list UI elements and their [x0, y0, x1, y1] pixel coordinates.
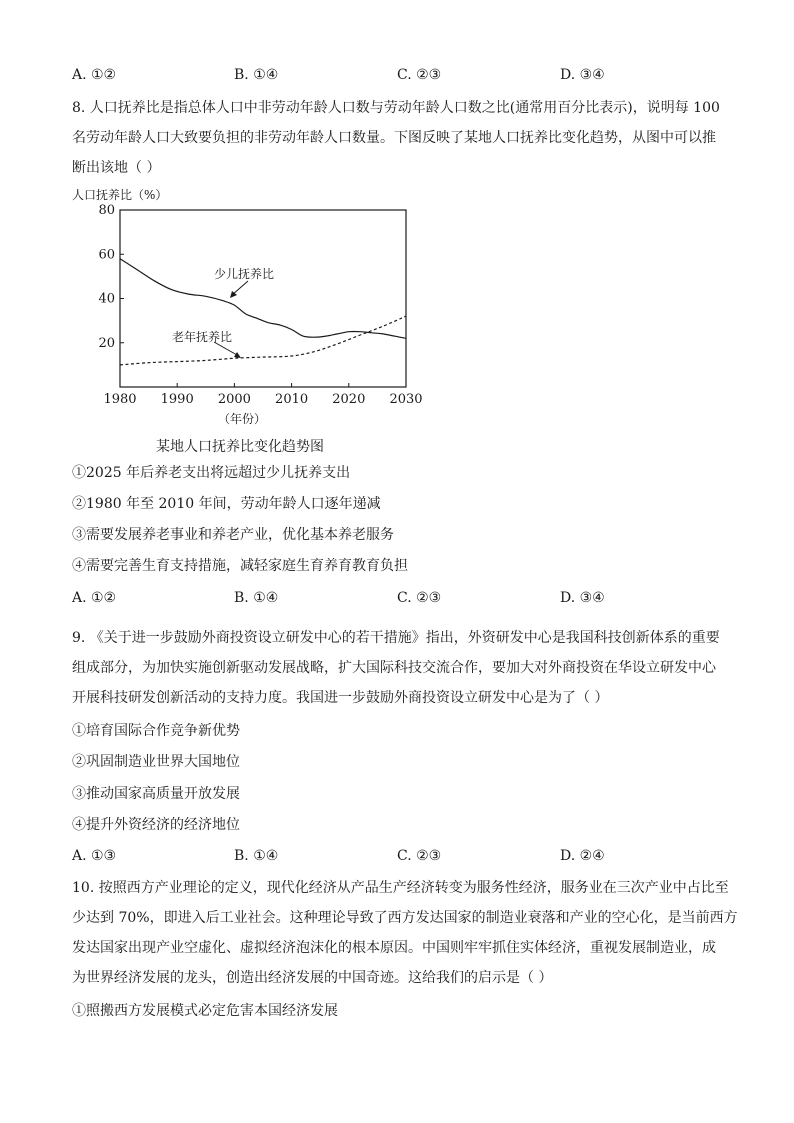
- x-tick-label: 2010: [275, 392, 309, 407]
- q7-option-c[interactable]: C. ②③: [397, 67, 442, 83]
- q9-option-a[interactable]: A. ①③: [72, 848, 117, 864]
- q9-stem-line-2: 组成部分，为加快实施创新驱动发展战略，扩大国际科技交流合作，要加大对外商投资在华设立研发中心: [72, 660, 716, 676]
- q7-option-a[interactable]: A. ①②: [72, 67, 117, 83]
- x-tick-label: 1980: [103, 392, 137, 407]
- q9-option-d[interactable]: D. ②④: [560, 848, 605, 864]
- q7-option-d[interactable]: D. ③④: [560, 67, 605, 83]
- chart-axes: [98, 203, 422, 407]
- q8-stem-line-1: 8. 人口抚养比是指总体人口中非劳动年龄人口数与劳动年龄人口数之比(通常用百分比表示)，说明每 100: [72, 100, 720, 116]
- q8-option-b[interactable]: B. ①④: [234, 590, 279, 606]
- x-tick-label: 1990: [160, 392, 194, 407]
- y-tick-label: 40: [98, 291, 115, 307]
- dependency-ratio-chart: [72, 185, 432, 460]
- chart-title: 某地人口抚养比变化趋势图: [156, 439, 324, 455]
- arrow-children: [232, 281, 248, 295]
- q10-stem-line-1: 10. 按照西方产业理论的定义，现代化经济从产品生产经济转变为服务性经济，服务业在三次产业中占比至: [72, 880, 729, 896]
- arrowhead-elderly: [234, 352, 241, 358]
- q9-statement-1: ①培育国际合作竞争新优势: [72, 723, 240, 739]
- y-tick-label: 60: [98, 247, 115, 263]
- q7-option-b[interactable]: B. ①④: [234, 67, 279, 83]
- q8-statement-3: ③需要发展养老事业和养老产业，优化基本养老服务: [72, 527, 394, 543]
- x-tick-label: 2030: [389, 392, 423, 407]
- q8-options: [72, 588, 732, 608]
- q8-option-a[interactable]: A. ①②: [72, 590, 117, 606]
- q9-option-b[interactable]: B. ①④: [234, 848, 279, 864]
- series-line-elderly: [120, 316, 406, 365]
- q8-stem-line-2: 名劳动年龄人口大致要负担的非劳动年龄人口数量。下图反映了某地人口抚养比变化趋势，从图中可以推: [72, 130, 716, 146]
- q8-option-d[interactable]: D. ③④: [560, 590, 605, 606]
- q9-option-c[interactable]: C. ②③: [397, 848, 442, 864]
- q9-stem-line-1: 9. 《关于进一步鼓励外商投资设立研发中心的若干措施》指出，外资研发中心是我国科技创新体系的重要: [72, 630, 720, 646]
- q8-statement-1: ①2025 年后养老支出将远超过少儿抚养支出: [72, 465, 351, 481]
- q10-stem-line-2: 少达到 70%，即进入后工业社会。这种理论导致了西方发达国家的制造业衰落和产业的空心化，是当前西方: [72, 910, 738, 926]
- q7-options: [72, 65, 732, 85]
- series-label-children: 少儿抚养比: [214, 267, 275, 281]
- q9-stem-line-3: 开展科技研发创新活动的支持力度。我国进一步鼓励外商投资设立研发中心是为了（ ）: [72, 690, 609, 706]
- chart-ylabel: 人口抚养比（%）: [72, 188, 168, 202]
- q8-option-c[interactable]: C. ②③: [397, 590, 442, 606]
- q9-statement-2: ②巩固制造业世界大国地位: [72, 754, 240, 770]
- q8-stem-line-3: 断出该地（ ）: [72, 160, 161, 176]
- q8-statement-2: ②1980 年至 2010 年间，劳动年龄人口逐年递减: [72, 496, 381, 512]
- y-tick-label: 80: [98, 203, 115, 218]
- q9-statement-3: ③推动国家高质量开放发展: [72, 786, 240, 802]
- q9-statement-4: ④提升外资经济的经济地位: [72, 817, 240, 833]
- q10-statement-1: ①照搬西方发展模式必定危害本国经济发展: [72, 1003, 338, 1019]
- q10-stem-line-4: 为世界经济发展的龙头，创造出经济发展的中国奇迹。这给我们的启示是（ ）: [72, 970, 553, 986]
- x-tick-label: 2020: [332, 392, 366, 407]
- q9-options: [72, 846, 732, 866]
- plot-frame: [120, 210, 406, 387]
- q8-statement-4: ④需要完善生育支持措施，减轻家庭生育养育教育负担: [72, 558, 408, 574]
- x-tick-label: 2000: [217, 392, 251, 407]
- y-tick-label: 20: [98, 335, 115, 351]
- q10-stem-line-3: 发达国家出现产业空虚化、虚拟经济泡沫化的根本原因。中国则牢牢抓住实体经济，重视发展制造业，成: [72, 940, 716, 956]
- chart-xlabel: （年份）: [217, 412, 267, 426]
- series-label-elderly: 老年抚养比: [172, 330, 233, 344]
